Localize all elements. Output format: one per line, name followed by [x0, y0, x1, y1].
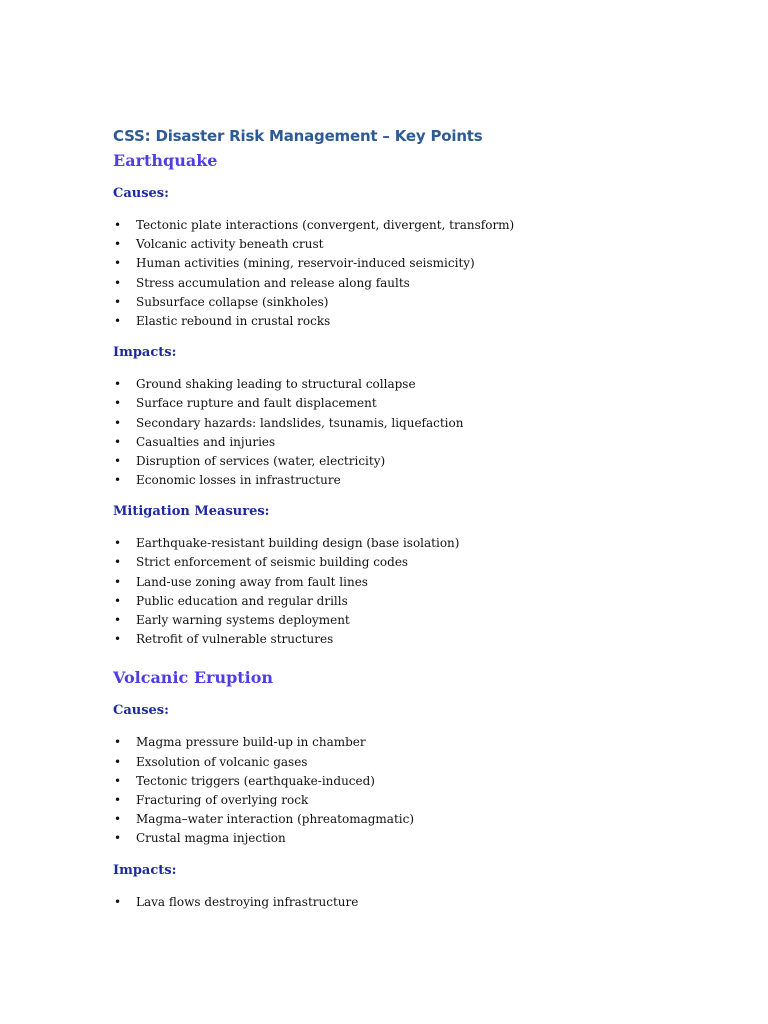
list-earthquake-impacts	[113, 375, 713, 490]
list-item-text: Tectonic triggers (earthquake-induced)	[136, 773, 375, 788]
list-item	[113, 312, 713, 331]
list-item	[113, 293, 713, 312]
bullet-icon: •	[114, 792, 122, 807]
list-item	[113, 375, 713, 394]
list-item	[113, 829, 713, 848]
list-item	[113, 235, 713, 254]
document-title: CSS: Disaster Risk Management – Key Points	[113, 127, 483, 145]
list-item-text: Surface rupture and fault displacement	[136, 396, 377, 411]
list-item-text: Exsolution of volcanic gases	[136, 754, 308, 769]
list-earthquake-mitigation	[113, 534, 713, 649]
bullet-icon: •	[114, 831, 122, 846]
bullet-icon: •	[114, 453, 122, 468]
bullet-icon: •	[114, 237, 122, 252]
list-item	[113, 810, 713, 829]
bullet-icon: •	[114, 536, 122, 551]
bullet-icon: •	[114, 294, 122, 309]
list-volcanic-causes	[113, 733, 713, 848]
list-item	[113, 733, 713, 752]
bullet-icon: •	[114, 473, 122, 488]
list-item-text: Early warning systems deployment	[136, 613, 350, 627]
list-item-text: Magma pressure build-up in chamber	[136, 735, 366, 750]
list-item-text: Ground shaking leading to structural collapse	[136, 377, 416, 392]
section-heading-volcanic-eruption: Volcanic Eruption	[113, 668, 274, 688]
bullet-icon: •	[114, 754, 122, 769]
bullet-icon: •	[114, 735, 122, 750]
list-item	[113, 753, 713, 772]
list-item	[113, 553, 713, 572]
bullet-icon: •	[114, 218, 122, 232]
subheading-volcanic-causes: Causes:	[113, 703, 169, 719]
list-item-text: Public education and regular drills	[136, 593, 348, 608]
list-item	[113, 791, 713, 810]
list-volcanic-impacts	[113, 893, 713, 912]
list-item-text: Retrofit of vulnerable structures	[136, 632, 334, 647]
subheading-earthquake-mitigation: Mitigation Measures:	[113, 504, 270, 520]
bullet-icon: •	[114, 613, 122, 627]
bullet-icon: •	[114, 574, 122, 589]
bullet-icon: •	[114, 894, 122, 909]
list-item	[113, 471, 713, 490]
list-item-text: Casualties and injuries	[136, 434, 276, 449]
list-item-text: Disruption of services (water, electricity)	[136, 453, 386, 468]
list-item	[113, 274, 713, 293]
list-item-text: Fracturing of overlying rock	[136, 792, 309, 807]
list-item-text: Economic losses in infrastructure	[136, 473, 341, 488]
bullet-icon: •	[114, 773, 122, 788]
subheading-volcanic-impacts: Impacts:	[113, 862, 177, 878]
bullet-icon: •	[114, 632, 122, 647]
list-item-text: Earthquake-resistant building design (base isolation)	[136, 536, 460, 551]
list-item-text: Subsurface collapse (sinkholes)	[136, 294, 329, 309]
bullet-icon: •	[114, 812, 122, 827]
bullet-icon: •	[114, 434, 122, 449]
list-item-text: Stress accumulation and release along faults	[136, 275, 410, 290]
bullet-icon: •	[114, 275, 122, 290]
bullet-icon: •	[114, 313, 122, 328]
list-earthquake-causes	[113, 216, 713, 331]
list-item	[113, 254, 713, 273]
list-item	[113, 772, 713, 791]
list-item	[113, 611, 713, 630]
bullet-icon: •	[114, 256, 122, 271]
bullet-icon: •	[114, 593, 122, 608]
list-item	[113, 630, 713, 649]
list-item-text: Land-use zoning away from fault lines	[136, 574, 368, 589]
subheading-earthquake-impacts: Impacts:	[113, 345, 177, 361]
bullet-icon: •	[114, 377, 122, 392]
list-item-text: Elastic rebound in crustal rocks	[136, 313, 331, 328]
bullet-icon: •	[114, 396, 122, 411]
list-item	[113, 394, 713, 413]
list-item-text: Tectonic plate interactions (convergent, divergent, transform)	[136, 218, 515, 232]
list-item-text: Secondary hazards: landslides, tsunamis, liquefaction	[136, 415, 464, 430]
list-item-text: Human activities (mining, reservoir-induced seismicity)	[136, 256, 475, 271]
bullet-icon: •	[114, 415, 122, 430]
subheading-earthquake-causes: Causes:	[113, 186, 169, 201]
list-item	[113, 452, 713, 471]
list-item	[113, 433, 713, 452]
document-content	[113, 124, 713, 912]
list-item	[113, 592, 713, 611]
list-item-text: Strict enforcement of seismic building codes	[136, 555, 409, 570]
list-item-text: Magma–water interaction (phreatomagmatic)	[136, 812, 415, 827]
list-item	[113, 893, 713, 912]
list-item-text: Crustal magma injection	[136, 831, 286, 846]
list-item-text: Volcanic activity beneath crust	[136, 237, 324, 252]
list-item-text: Lava flows destroying infrastructure	[136, 894, 359, 909]
list-item	[113, 573, 713, 592]
list-item	[113, 414, 713, 433]
list-item	[113, 534, 713, 553]
section-heading-earthquake: Earthquake	[113, 151, 218, 170]
bullet-icon: •	[114, 555, 122, 570]
list-item	[113, 216, 713, 235]
